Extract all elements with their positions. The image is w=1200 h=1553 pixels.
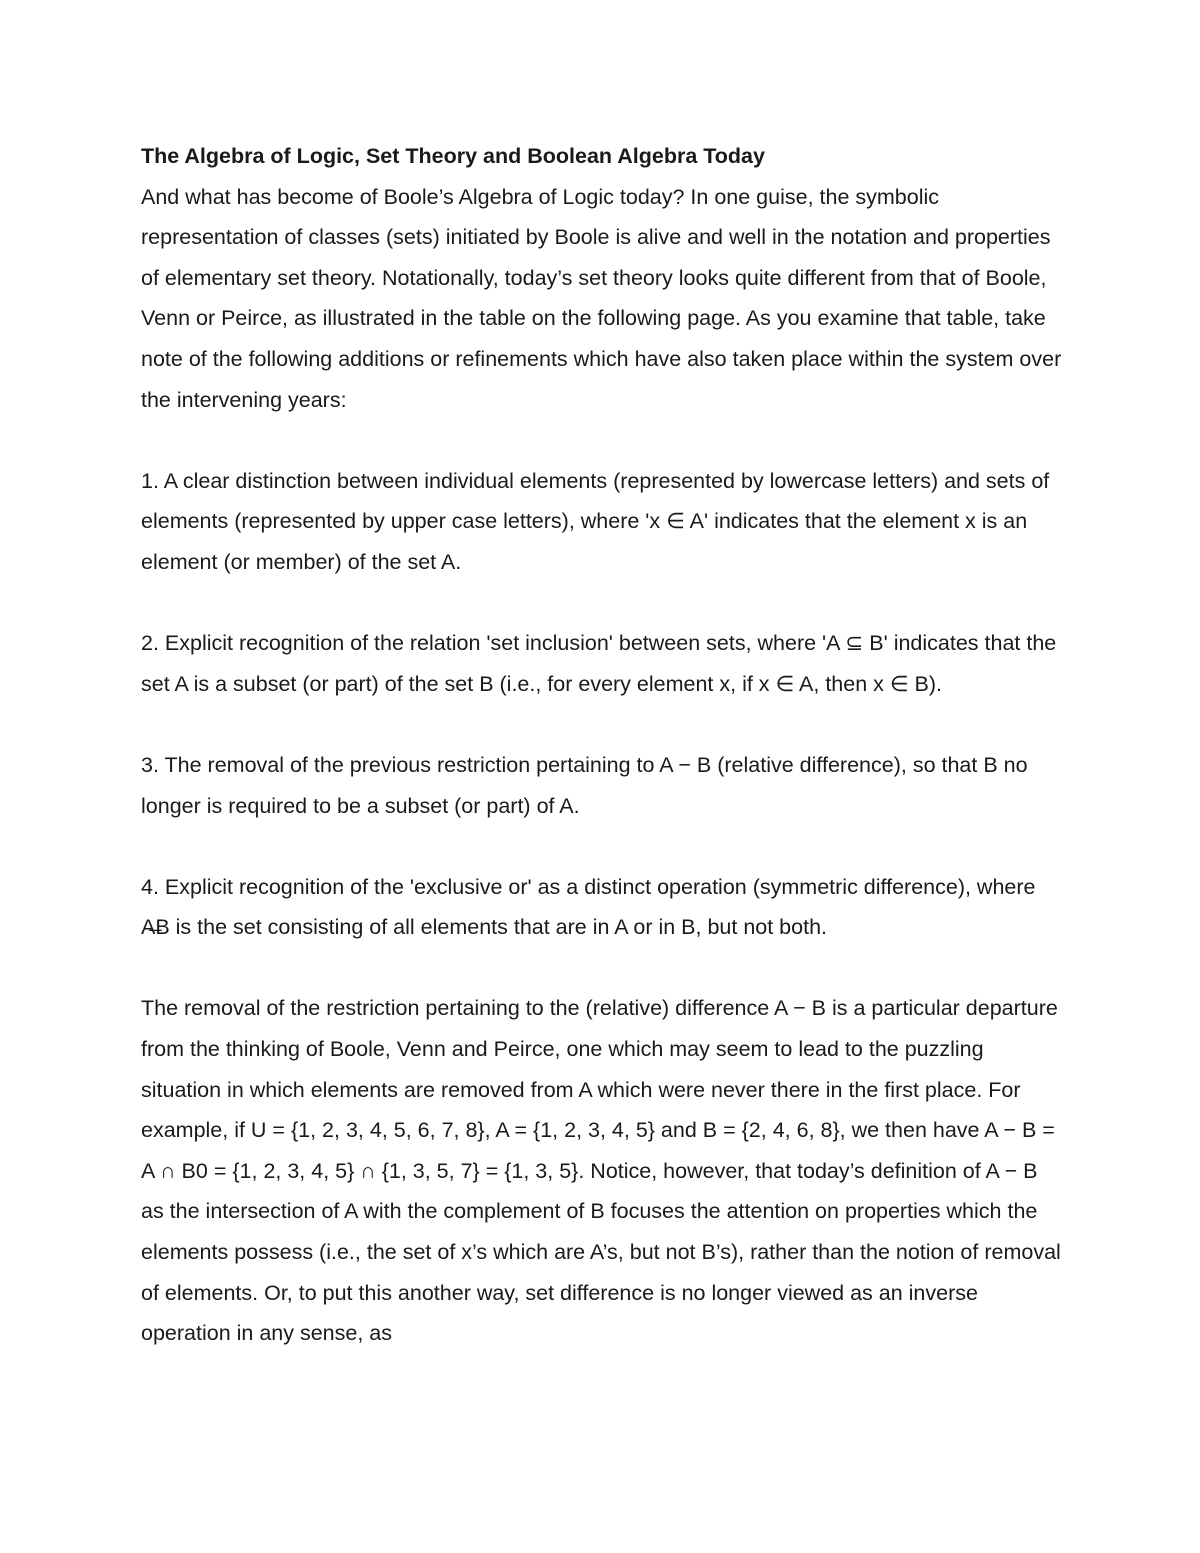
closing-paragraph: The removal of the restriction pertaining to the (relative) difference A − B is a particular departure from the thinking of Boole, Venn and Peirce, one which may seem to lead to the puzzling situation in which elements are removed from A which were never there in the first place. For example, if U = {1, 2, 3, 4, 5, 6, 7, 8}, A = {1, 2, 3, 4, 5} and B = {2, 4, 6, 8}, we then have A − B = A ∩ B0 = {1, 2, 3, 4, 5} ∩ {1, 3, 5, 7} = {1, 3, 5}. Notice, however, that today’s definition of A − B as the intersection of A with the complement of B focuses the attention on properties which the elements possess (i.e., the set of x’s which are A’s, but not B’s), rather than the notion of removal of elements. Or, to put this another way, set difference is no longer viewed as an inverse operation in any sense, as	[141, 996, 1061, 1346]
paragraph-gap	[141, 420, 1066, 461]
list-item-1: 1. A clear distinction between individual elements (represented by lowercase letters) and sets of elements (represented by upper case letters), where 'x ∈ A' indicates that the element x is an element (or member) of the set A.	[141, 468, 1050, 574]
list-item-3: 3. The removal of the previous restriction pertaining to A − B (relative difference), so that B no longer is required to be a subset (or part) of A.	[141, 752, 1028, 818]
list-item-2: 2. Explicit recognition of the relation 'set inclusion' between sets, where 'A ⊆ B' indicates that the set A is a subset (or part) of the set B (i.e., for every element x, if x ∈ A, then x ∈ B).	[141, 631, 1057, 696]
intro-paragraph: And what has become of Boole’s Algebra of Logic today? In one guise, the symbolic representation of classes (sets) initiated by Boole is alive and well in the notation and properties of elementary set theory. Notationally, today’s set theory looks quite different from that of Boole, Venn or Peirce, as illustrated in the table on the following page. As you examine that table, take note of the following additions or refinements which have also taken place within the system over the intervening years:	[141, 184, 1062, 412]
paragraph-gap	[141, 704, 1066, 745]
paragraph-gap	[141, 948, 1066, 989]
document-title: The Algebra of Logic, Set Theory and Boolean Algebra Today	[141, 144, 765, 168]
document-page	[141, 136, 1066, 1354]
paragraph-gap	[141, 583, 1066, 624]
list-item-4: 4. Explicit recognition of the 'exclusive or' as a distinct operation (symmetric difference), where A̶B is the set consisting of all elements that are in A or in B, but not both.	[141, 874, 1036, 940]
paragraph-gap	[141, 826, 1066, 867]
